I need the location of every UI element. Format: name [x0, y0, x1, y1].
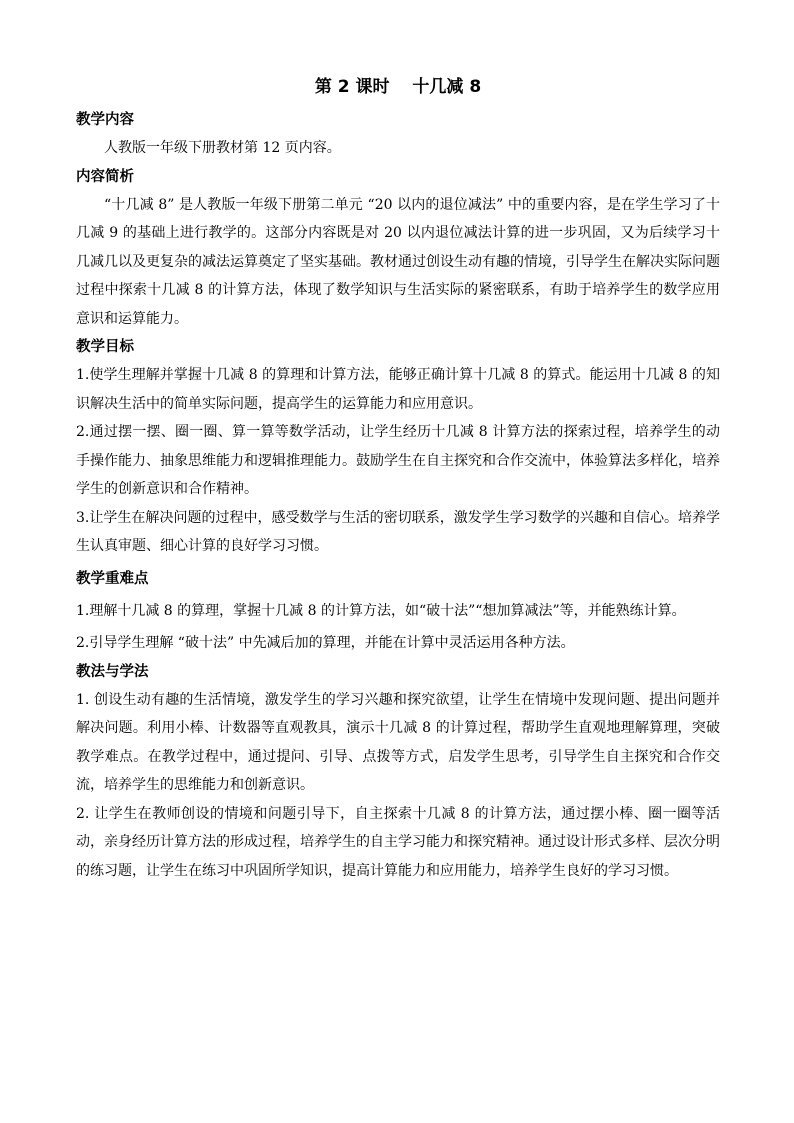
method-item-1: 1. 创设生动有趣的生活情境，激发学生的学习兴趣和探究欲望，让学生在情境中发现问题、提出问题并解决问题。利用小棒、计数器等直观教具，演示十几减 8 的计算过程，帮助学生直观地理解算理，突破教学难点。在教学过程中，通过提问、引导、点拨等方式，启发学生思考，引导学生自主探究和合作交流，培养学生的思维能力和创新意识。 [76, 691, 720, 793]
heading-teaching-goals: 教学目标 [76, 339, 134, 355]
heading-key-points: 教学重难点 [76, 570, 149, 587]
heading-methods: 教法与学法 [76, 663, 149, 680]
content-analysis-text: “十几减 8” 是人教版一年级下册第二单元 “20 以内的退位减法” 中的重要内容，是在学生学习了十几减 9 的基础上进行教学的。这部分内容既是对 20 以内退位减法计算的进一步巩固，又为后续学习十几减几以及更复杂的减法运算奠定了坚实基础。教材通过创设生动有趣的情境，引导学生在解决实际问题过程中探索十几减 8 的计算方法，体现了数学知识与生活实际的紧密联系，有助于培养学生的数学应用意识和运算能力。 [76, 196, 720, 327]
goal-item-1: 1.使学生理解并掌握十几减 8 的算理和计算方法，能够正确计算十几减 8 的算式。能运用十几减 8 的知识解决生活中的简单实际问题，提高学生的运算能力和应用意识。 [76, 367, 720, 412]
teaching-content-text: 人教版一年级下册教材第 12 页内容。 [104, 140, 341, 156]
method-item-2: 2. 让学生在教师创设的情境和问题引导下，自主探索十几减 8 的计算方法，通过摆小棒、圈一圈等活动，亲身经历计算方法的形成过程，培养学生的自主学习能力和探究精神。通过设计形式多样、层次分明的练习题，让学生在练习中巩固所学知识，提高计算能力和应用能力，培养学生良好的学习习惯。 [76, 805, 720, 879]
goal-item-2: 2.通过摆一摆、圈一圈、算一算等数学活动，让学生经历十几减 8 计算方法的探索过程，培养学生的动手操作能力、抽象思维能力和逻辑推理能力。鼓励学生在自主探究和合作交流中，体验算法多样化，培养学生的创新意识和合作精神。 [76, 424, 720, 497]
section-content-analysis [76, 163, 720, 334]
heading-teaching-content: 教学内容 [76, 112, 134, 128]
section-teaching-goals [76, 333, 720, 561]
document-title: 第 2 课时 十几减 8 [314, 77, 482, 97]
key-point-item-2: 2.引导学生理解 “破十法” 中先减后加的算理，并能在计算中灵活运用各种方法。 [76, 635, 575, 651]
document-page [76, 72, 720, 885]
heading-content-analysis: 内容简析 [76, 168, 134, 185]
section-methods [76, 658, 720, 886]
key-point-item-1: 1.理解十几减 8 的算理，掌握十几减 8 的计算方法，如“破十法”“想加算减法”等，并能熟练计算。 [76, 602, 686, 619]
section-key-points [76, 565, 720, 658]
section-teaching-content [76, 106, 720, 163]
goal-item-3: 3.让学生在解决问题的过程中，感受数学与生活的密切联系，激发学生学习数学的兴趣和自信心。培养学生认真审题、细心计算的良好学习习惯。 [76, 509, 720, 554]
